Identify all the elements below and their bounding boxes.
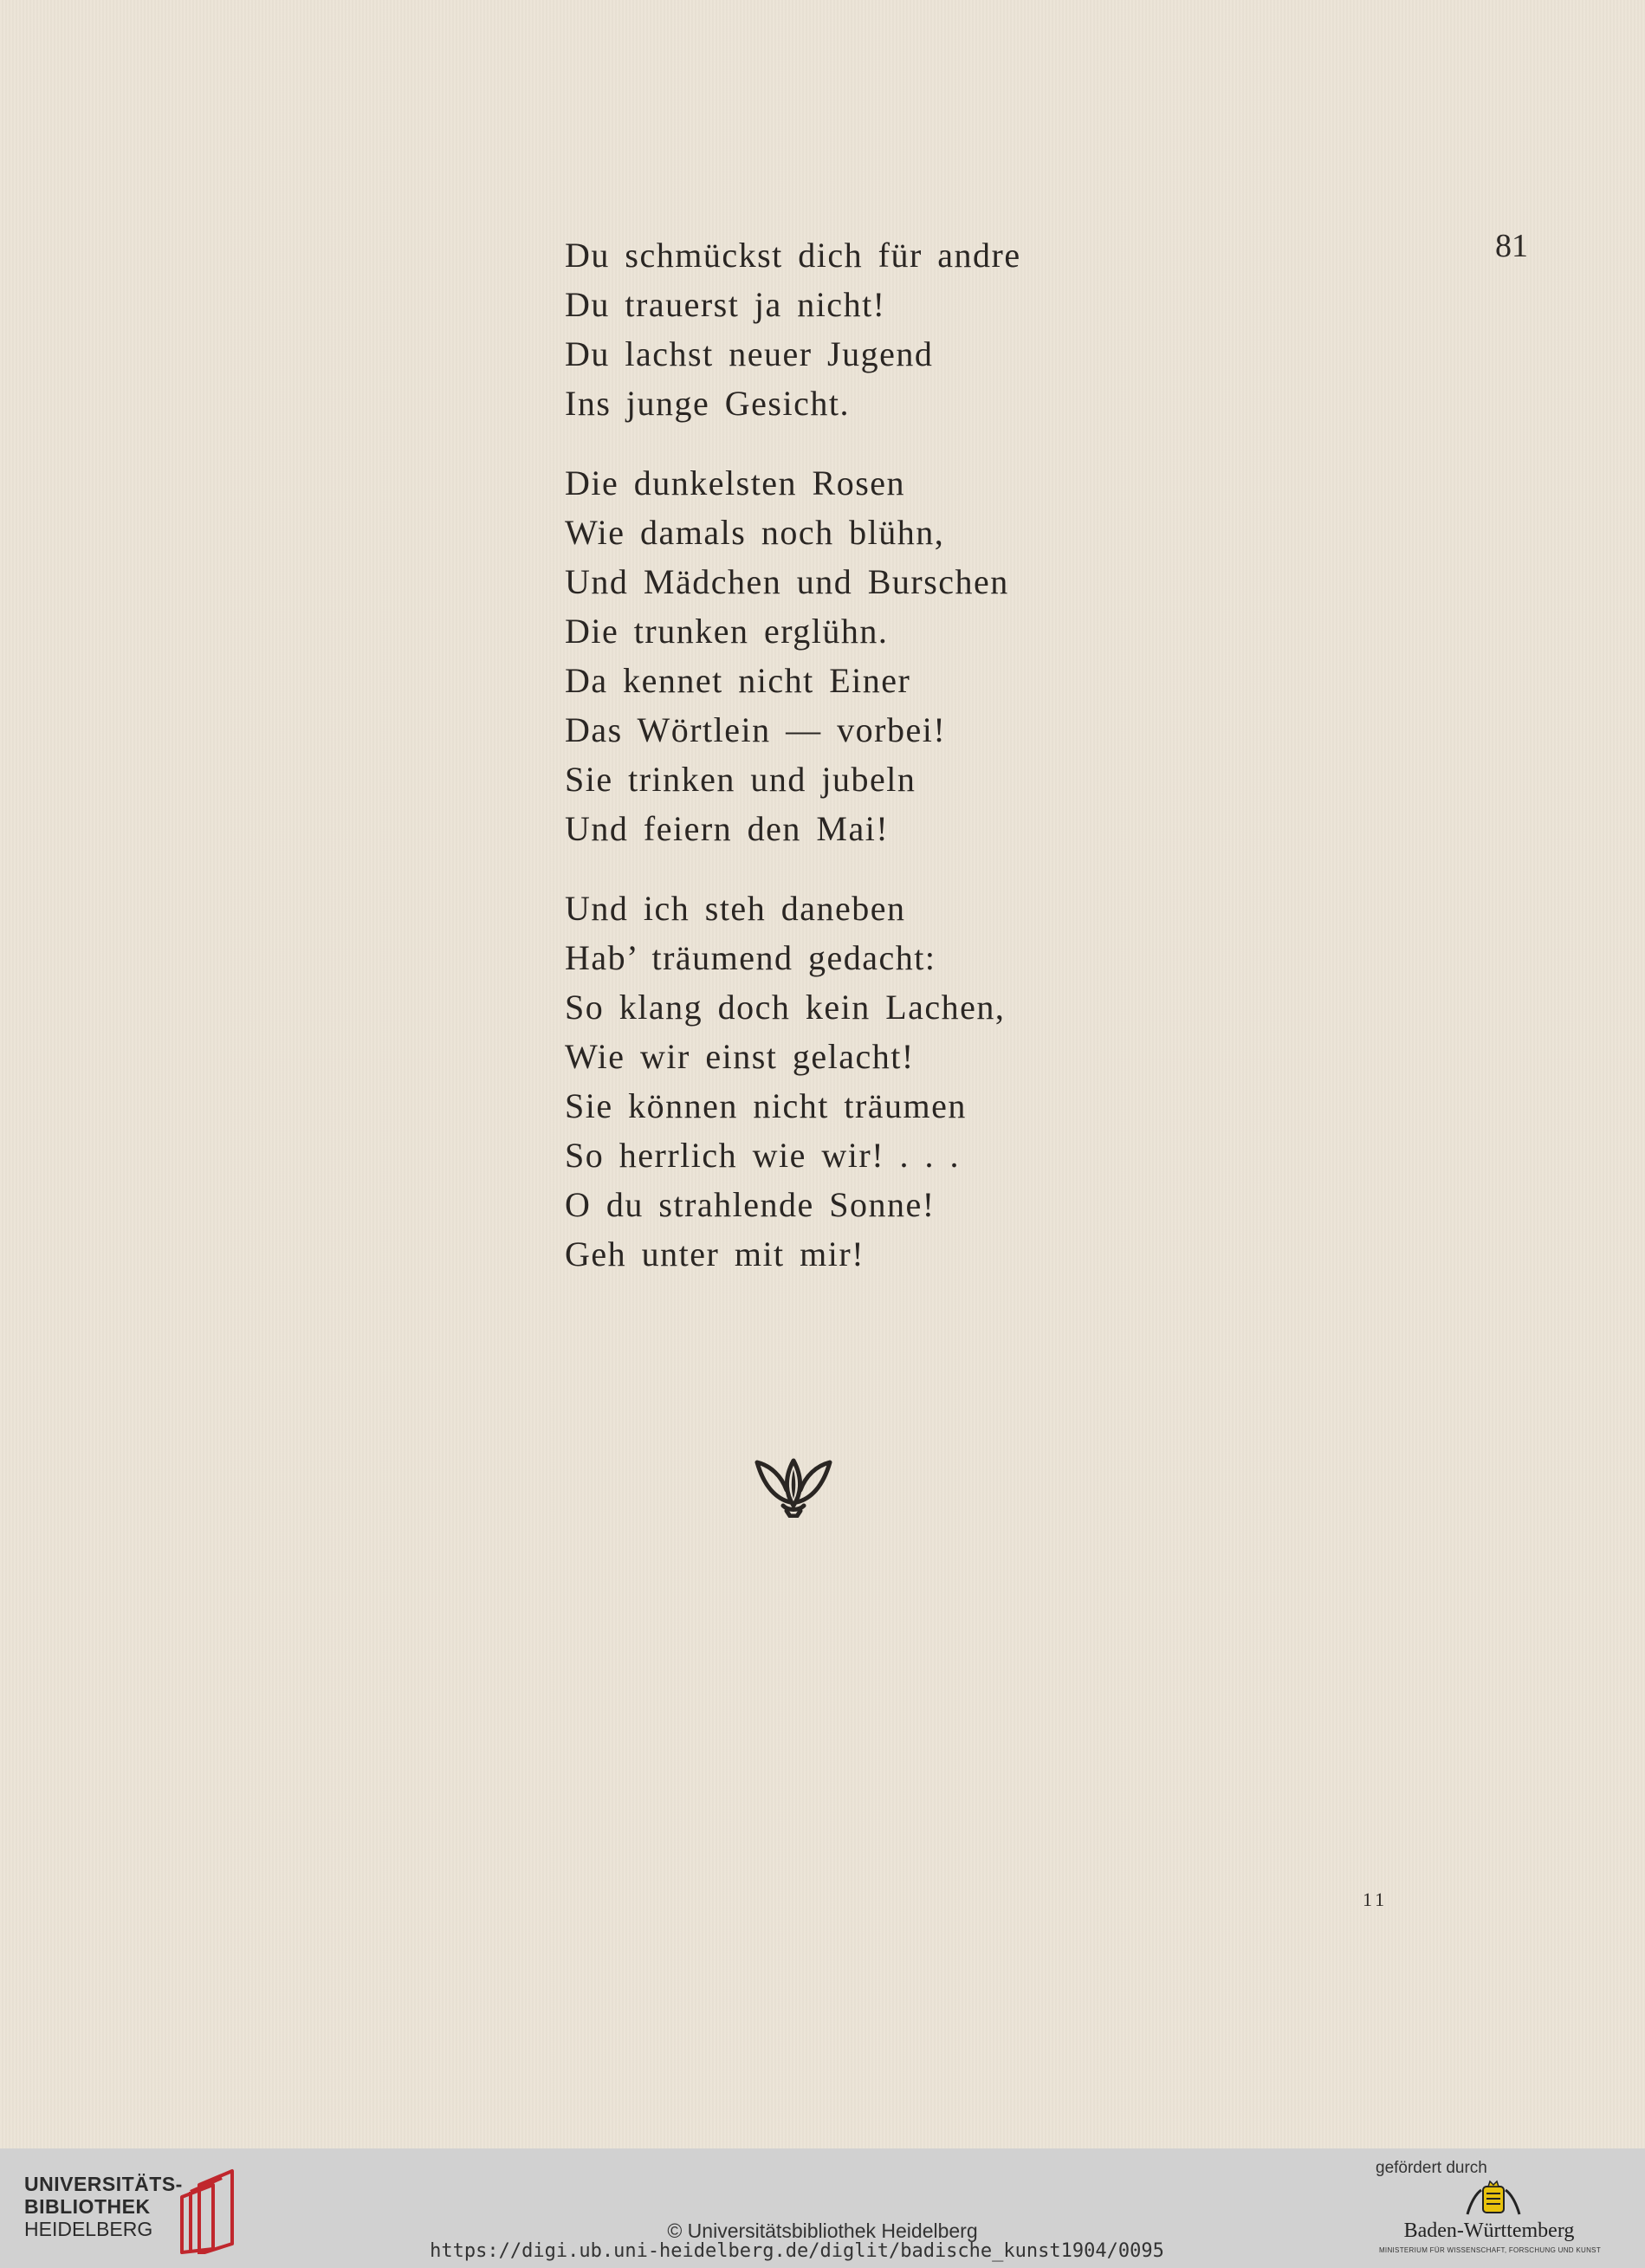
stanza-2 [565,458,1171,853]
library-name-line1: UNIVERSITÄTS- [24,2173,183,2195]
page-number: 81 [1495,228,1528,264]
stanza-1 [565,230,1171,428]
copyright-text: © Universitätsbibliothek Heidelberg [667,2219,978,2242]
poem-line: Du lachst neuer Jugend [565,334,934,373]
library-name-line2: BIBLIOTHEK [24,2195,151,2218]
sponsor-ministry: MINISTERIUM FÜR WISSENSCHAFT, FORSCHUNG UND KUNST [1378,2246,1602,2254]
poem-line: Du trauerst ja nicht! [565,285,886,324]
poem-line: Sie trinken und jubeln [565,760,916,799]
poem [565,230,1171,1309]
stanza-3 [565,884,1171,1279]
poem-line: Hab’ träumend gedacht: [565,938,936,977]
signature-mark: 11 [1363,1889,1389,1910]
poem-line: Und Mädchen und Burschen [565,562,1009,601]
funded-by-label: gefördert durch [1376,2159,1487,2177]
poem-line: Ins junge Gesicht. [565,384,850,423]
poem-line: Sie können nicht träumen [565,1086,967,1125]
poem-line: Die dunkelsten Rosen [565,463,906,502]
permalink-url[interactable]: https://digi.ub.uni-heidelberg.de/diglit/badische_kunst1904/0095 [430,2240,1164,2262]
poem-line: Und ich steh daneben [565,889,906,928]
sponsor-name: Baden-Württemberg [1403,2219,1575,2242]
poem-line: Da kennet nicht Einer [565,661,911,700]
poem-line: So klang doch kein Lachen, [565,988,1006,1027]
poem-line: Wie wir einst gelacht! [565,1037,915,1076]
poem-line: Das Wörtlein — vorbei! [565,710,947,749]
poem-line: Geh unter mit mir! [565,1234,865,1273]
poem-line: Wie damals noch blühn, [565,513,945,552]
coat-of-arms-icon [1459,2180,1528,2219]
poem-line: Und feiern den Mai! [565,809,890,848]
tulip-ornament-icon [752,1445,835,1518]
library-name-line3: HEIDELBERG [24,2218,153,2240]
poem-line: Die trunken erglühn. [565,612,889,651]
poem-line: So herrlich wie wir! . . . [565,1136,961,1175]
footer-bar [0,2148,1645,2268]
poem-line: O du strahlende Sonne! [565,1185,936,1224]
poem-line: Du schmückst dich für andre [565,236,1021,275]
